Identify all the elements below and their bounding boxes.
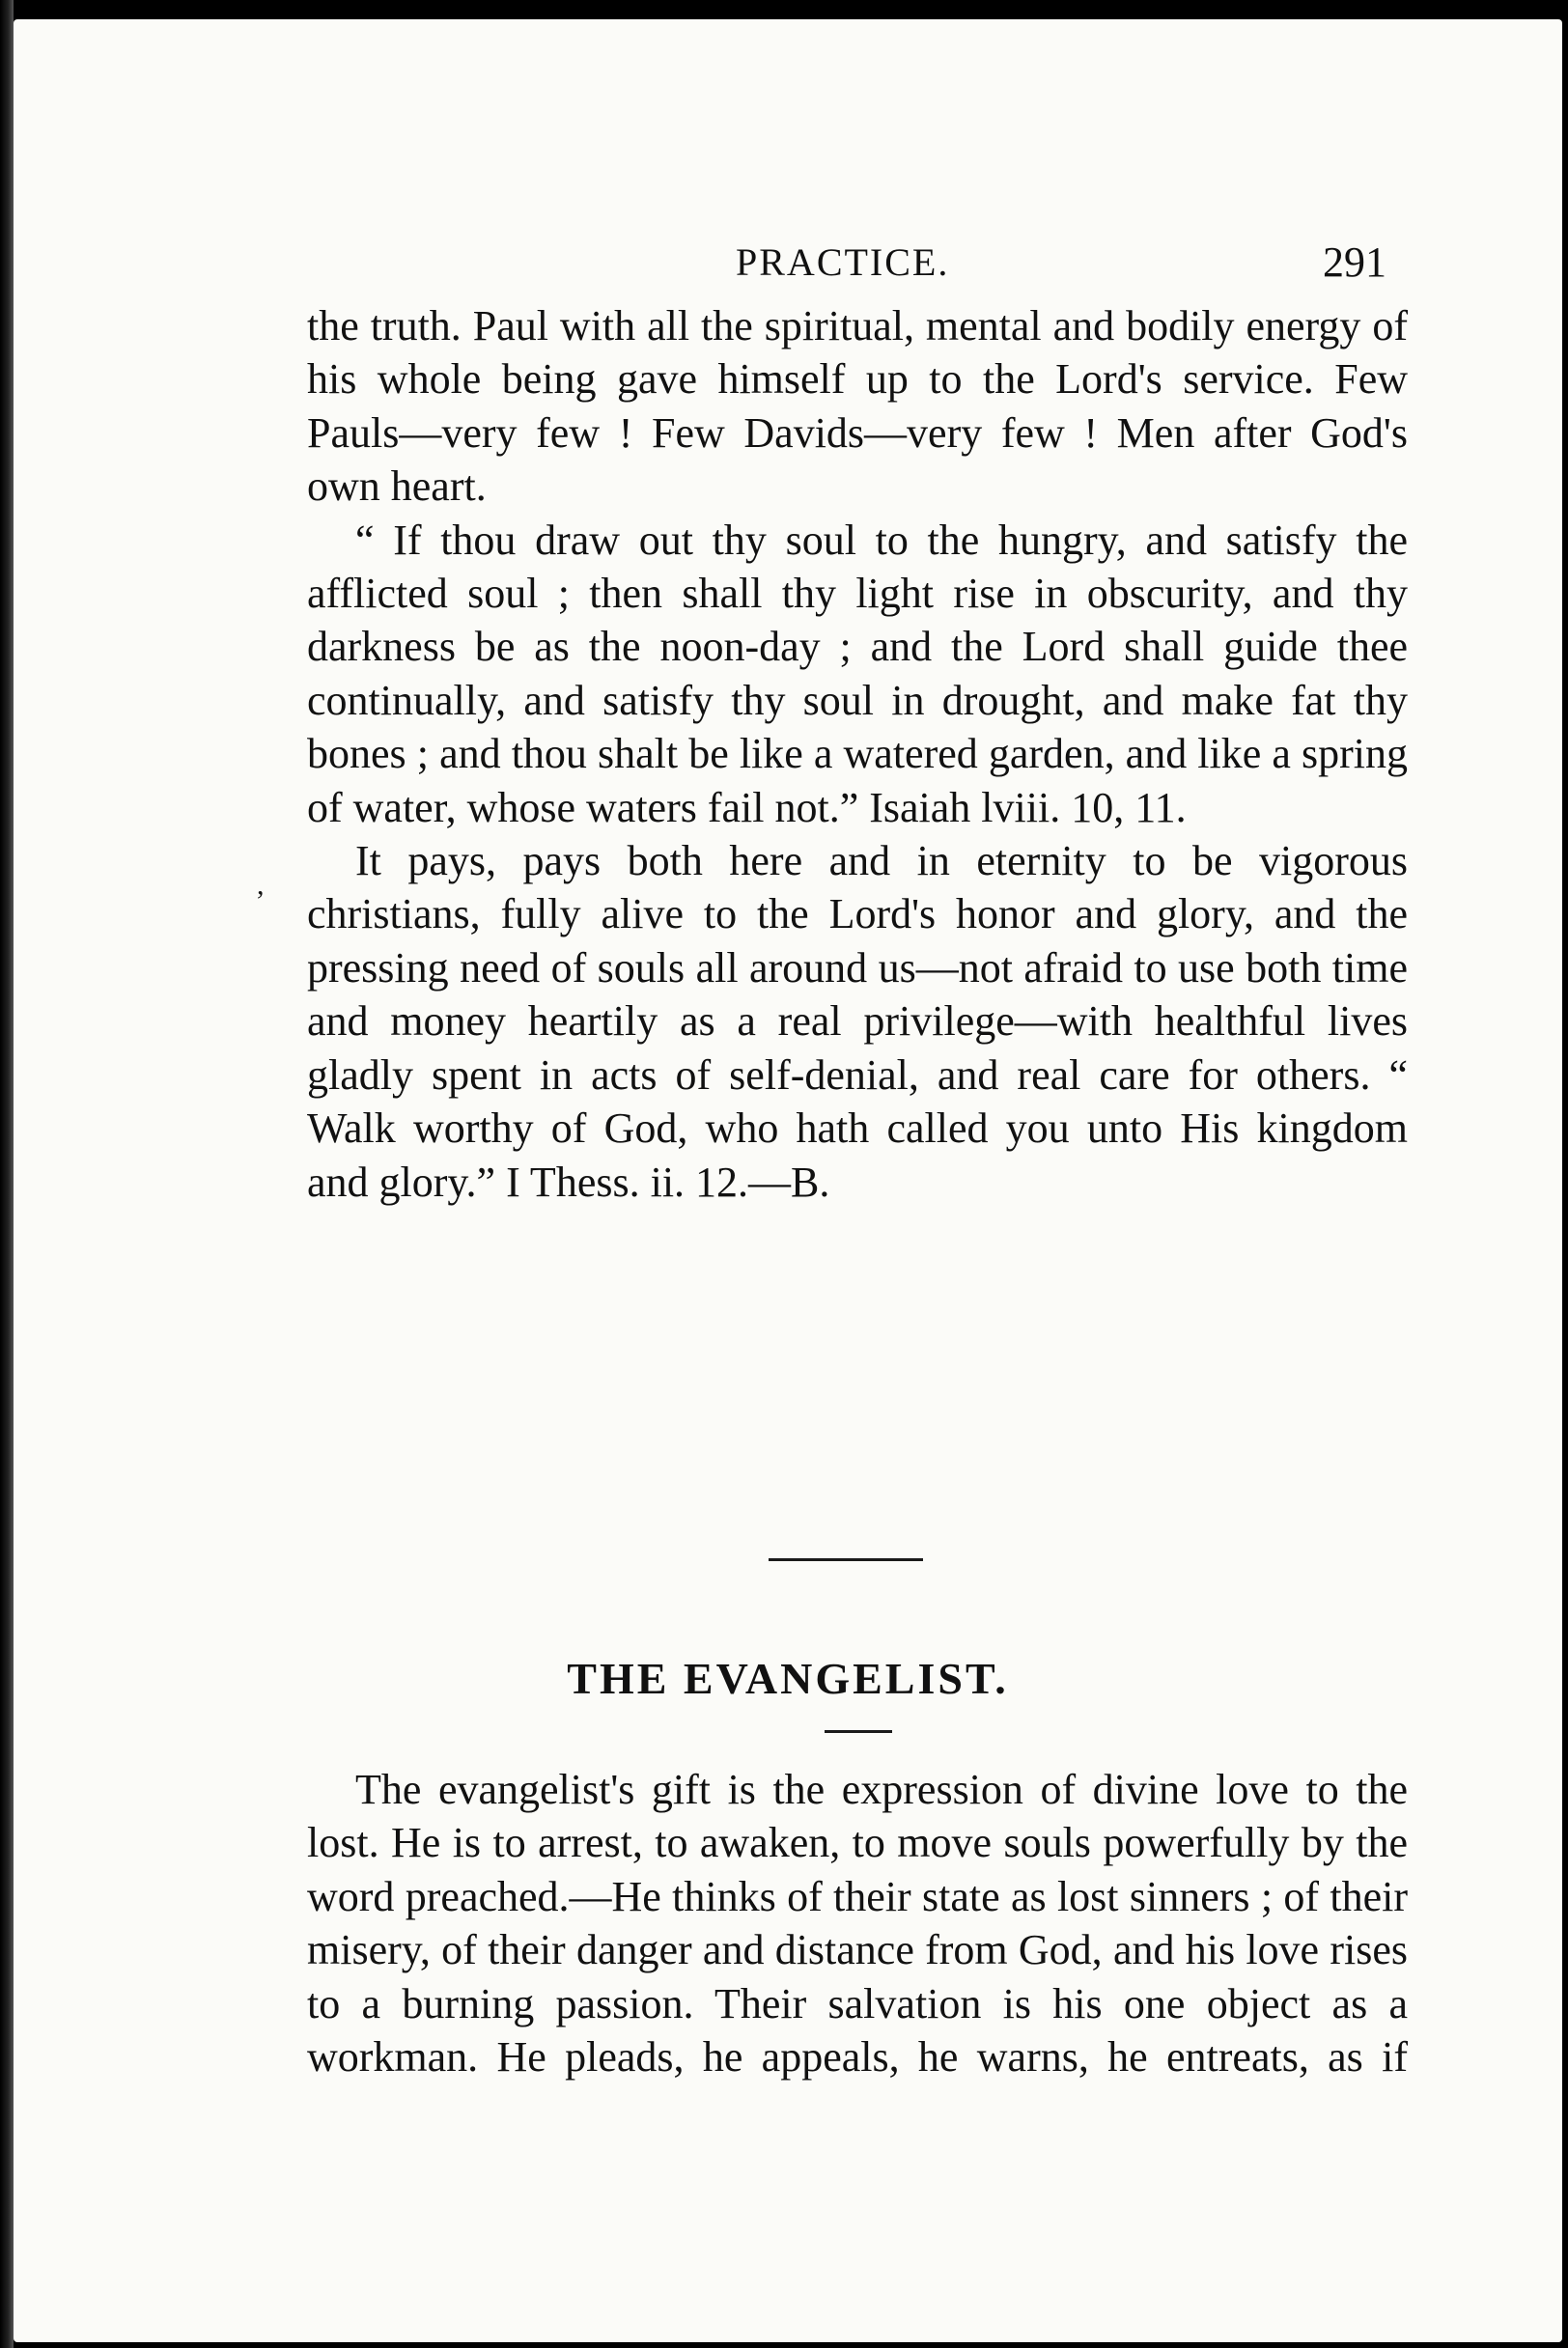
running-title: PRACTICE.	[736, 240, 950, 284]
paragraph-isaiah-quote: “ If thou draw out thy soul to the hungry, and satisfy the afflicted soul ; then shall thy light rise in obscurity, and thy darkness be as the noon-day ; and the Lord shall guide thee continually, and satisfy thy soul in drought, and make fat thy bones ; and thou shalt be like a watered garden, and like a spring of water, whose waters fail not.” Isaiah lviii. 10, 11.	[307, 516, 1408, 831]
title-underline-rule	[825, 1730, 892, 1733]
section-evangelist-body	[307, 1763, 1408, 2083]
running-head	[14, 239, 1562, 297]
section-practice-body	[307, 299, 1408, 1209]
book-page	[14, 19, 1562, 2342]
section-title-evangelist: THE EVANGELIST.	[567, 1654, 1009, 1703]
scan-top-edge	[0, 0, 1568, 19]
paragraph-evangelist-1: The evangelist's gift is the expression of divine love to the lost. He is to arrest, to awaken, to move souls powerfully by the word preached.—He thinks of their state as lost sinners ; of their misery, of their danger and distance from God, and his love rises to a burning passion. Their salvation is his one object as a workman. He pleads, he appeals, he warns, he entreats, as if	[307, 1766, 1408, 2082]
book-spine-shadow	[0, 0, 14, 2348]
margin-tick-mark: ,	[257, 869, 265, 901]
paragraph-practice-1: the truth. Paul with all the spiritual, mental and bodily energy of his whole being gave himself up to the Lord's service. Few Pauls—very few ! Few Davids—very few ! Men after God's own heart.	[307, 302, 1408, 511]
paragraph-it-pays: It pays, pays both here and in eternity to be vigorous christians, fully alive to the Lord's honor and glory, and the pressing need of souls all around us—not afraid to use both time and money heartily as a real privilege—with healthful lives gladly spent in acts of self-denial, and real care for others. “ Walk worthy of God, who hath called you unto His kingdom and glory.” I Thess. ii. 12.—B.	[307, 837, 1408, 1206]
section-divider-rule	[769, 1558, 923, 1561]
page-number: 291	[1323, 238, 1386, 286]
